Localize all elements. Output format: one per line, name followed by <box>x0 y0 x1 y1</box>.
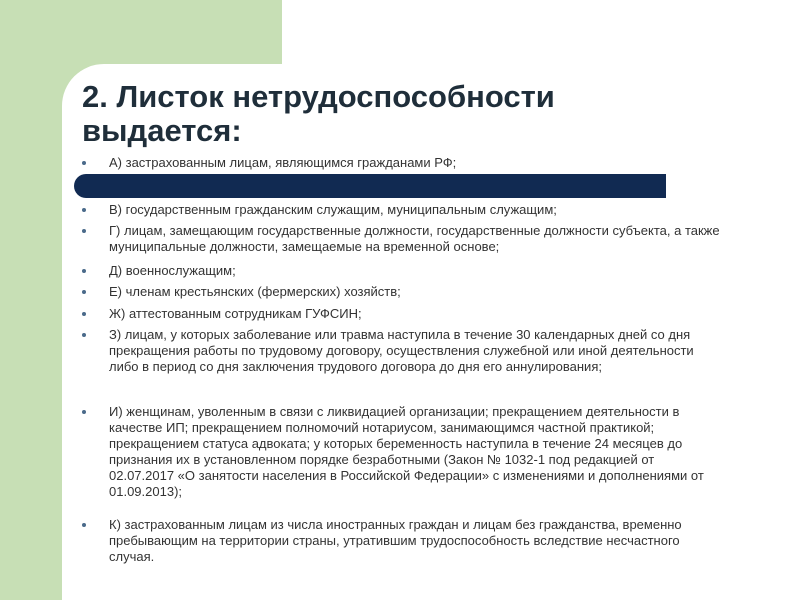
list-item-text: К) застрахованным лицам из числа иностранных граждан и лицам без гражданства, временно пребывающим на территории страны, утратившим трудоспособность вследствие несчастного случая. <box>109 517 682 564</box>
list-item <box>80 284 720 300</box>
bullet-icon <box>82 333 86 337</box>
bullet-icon <box>82 269 86 273</box>
bullet-icon <box>82 290 86 294</box>
list-item <box>80 517 720 565</box>
navy-accent-bar <box>74 174 666 198</box>
list-item <box>80 327 720 375</box>
list-item <box>80 404 720 500</box>
bullet-icon <box>82 208 86 212</box>
bullet-icon <box>82 523 86 527</box>
list-item-text: Ж) аттестованным сотрудникам ГУФСИН; <box>109 306 362 321</box>
list-item-text: А) застрахованным лицам, являющимся гражданами РФ; <box>109 155 457 170</box>
list-item <box>80 155 720 171</box>
list-item-text: З) лицам, у которых заболевание или травма наступила в течение 30 календарных дней со дня прекращения работы по трудовому договору, осуществления служебной или иной деятельности либо в период со дня заключения трудового договора до дня его аннулирования; <box>109 327 694 374</box>
list-item <box>80 263 720 279</box>
list-item <box>80 306 720 322</box>
list-item-text: Е) членам крестьянских (фермерских) хозяйств; <box>109 284 401 299</box>
list-item-text: И) женщинам, уволенным в связи с ликвидацией организации; прекращением деятельности в качестве ИП; прекращением полномочий нотариусом, занимающимся частной практикой; прекращением статуса адвоката; у которых беременность наступила в течение 24 месяцев до признания их в установленном порядке безработными (Закон № 1032-1 под редакцией от 02.07.2017 «О занятости населения в Российской Федерации» с изменениями и дополнениями от 01.09.2013); <box>109 404 704 499</box>
bullet-icon <box>82 312 86 316</box>
list-item-text: Г) лицам, замещающим государственные должности, государственные должности субъекта, а также муниципальные должности, замещаемые на временной основе; <box>109 223 720 254</box>
bullet-icon <box>82 161 86 165</box>
bullet-icon <box>82 229 86 233</box>
list-item <box>80 223 720 255</box>
list-item-text: Д) военнослужащим; <box>109 263 236 278</box>
bullet-icon <box>82 410 86 414</box>
slide-title: 2. Листок нетрудоспособности выдается: <box>82 79 555 148</box>
list-item-text: В) государственным гражданским служащим, муниципальным служащим; <box>109 202 557 217</box>
list-item <box>80 202 720 218</box>
